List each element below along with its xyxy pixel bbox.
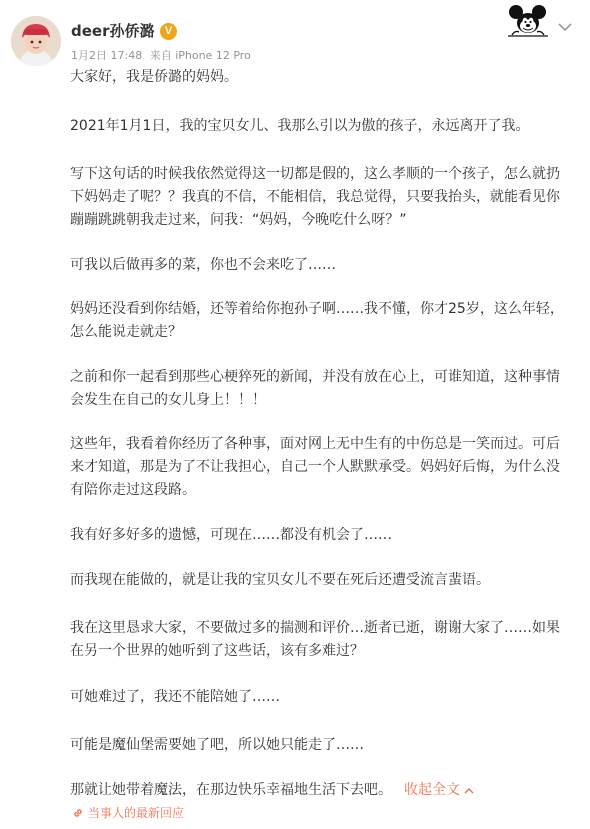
post-line: 写下这句话的时候我依然觉得这一切都是假的，这么孝顺的一个孩子，怎么就扔	[70, 166, 560, 182]
post-line: 来才知道，那是为了不让我担心，自己一个人默默承受。妈妈好后悔，为什么没	[70, 459, 560, 475]
post-date[interactable]: 1月2日 17:48	[71, 49, 143, 62]
post-line: 我在这里恳求大家，不要做过多的揣测和评价…逝者已逝，谢谢大家了……如果	[70, 620, 560, 636]
post-line: 可能是魔仙堡需要她了吧，所以她只能走了……	[70, 737, 364, 753]
post-line: 会发生在自己的女儿身上！！！	[70, 392, 266, 408]
author-name[interactable]: deer孙侨潞	[71, 22, 155, 40]
verified-badge: V	[160, 23, 177, 40]
post-line: 可我以后做再多的菜，你也不会来吃了……	[70, 257, 336, 273]
avatar[interactable]	[11, 16, 61, 66]
mickey-mouse-icon	[506, 4, 550, 38]
post-line: 那就让她带着魔法，在那边快乐幸福地生活下去吧。	[70, 782, 392, 798]
collapse-full-text-link[interactable]	[404, 782, 474, 798]
post-line: 2021年1月1日，我的宝贝女儿、我那么引以为傲的孩子，永远离开了我。	[70, 118, 530, 134]
post-line: 大家好，我是侨潞的妈妈。	[70, 69, 238, 85]
latest-response-link[interactable]	[72, 805, 184, 821]
post-line: 之前和你一起看到那些心梗猝死的新闻，并没有放在心上，可谁知道，这种事情	[70, 369, 560, 385]
chevron-up-icon	[464, 779, 474, 801]
post-line: 在另一个世界的她听到了这些话，该有多难过？	[70, 643, 364, 659]
avatar-image	[11, 16, 61, 66]
post-source: 来自 iPhone 12 Pro	[149, 49, 251, 62]
post-meta	[71, 49, 255, 63]
post-line: 这些年，我看着你经历了各种事，面对网上无中生有的中伤总是一笑而过。可后	[70, 436, 560, 452]
post-line: 怎么能说走就走？	[70, 324, 182, 340]
post-line: 蹦蹦跳跳朝我走过来，问我：“妈妈，今晚吃什么呀？”	[70, 212, 407, 228]
post-line: 有陪你走过这段路。	[70, 482, 196, 498]
post-line: 下妈妈走了呢？？我真的不信，不能相信，我总觉得，只要我抬头，就能看见你	[70, 189, 560, 205]
chevron-down-icon[interactable]	[558, 17, 572, 27]
post-line: 而我现在能做的，就是让我的宝贝女儿不要在死后还遭受流言蜚语。	[70, 572, 490, 588]
post-line-last	[70, 779, 575, 801]
link-icon	[72, 807, 84, 819]
latest-response-label: 当事人的最新回应	[88, 806, 185, 820]
collapse-label: 收起全文	[404, 782, 460, 798]
post-line: 我有好多好多的遗憾，可现在……都没有机会了……	[70, 527, 392, 543]
post-line: 妈妈还没看到你结婚，还等着给你抱孙子啊……我不懂，你才25岁，这么年轻，	[70, 301, 564, 317]
post-line: 可她难过了，我还不能陪她了……	[70, 689, 280, 705]
